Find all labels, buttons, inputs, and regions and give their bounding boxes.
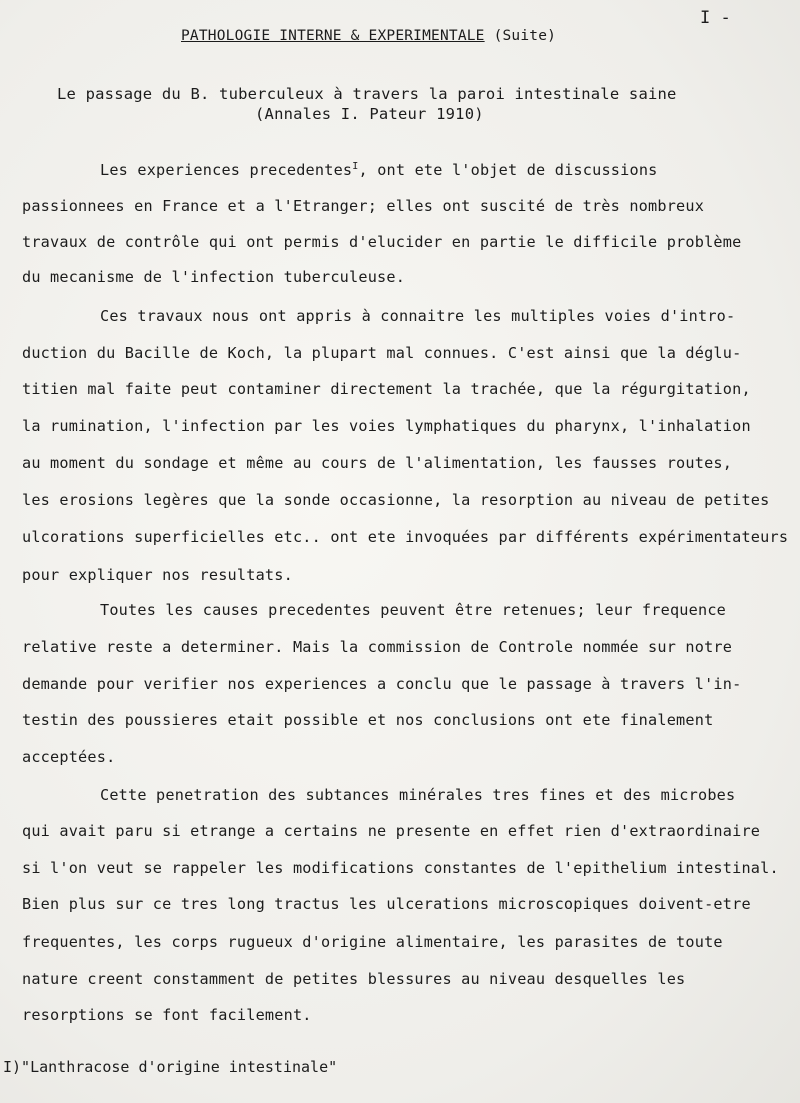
footnote: I)"Lanthracose d'origine intestinale" — [3, 1058, 338, 1076]
body-line: frequentes, les corps rugueux d'origine alimentaire, les parasites de toute — [22, 933, 723, 951]
body-line: qui avait paru si etrange a certains ne presente en effet rien d'extraordinaire — [22, 822, 761, 840]
body-line: Bien plus sur ce tres long tractus les ulcerations microscopiques doivent-etre — [22, 895, 751, 913]
page-number: I - — [700, 8, 731, 28]
body-line: les erosions legères que la sonde occasionne, la resorption au niveau de petites — [22, 491, 770, 509]
body-line: demande pour verifier nos experiences a conclu que le passage à travers l'in- — [22, 675, 742, 693]
body-line: pour expliquer nos resultats. — [22, 566, 293, 584]
body-line: travaux de contrôle qui ont permis d'elucider en partie le difficile problème — [22, 233, 742, 251]
article-title: Le passage du B. tuberculeux à travers la paroi intestinale saine — [57, 85, 677, 103]
body-line: Les experiences precedentes$^I$, ont ete l'objet de discussions — [100, 161, 658, 180]
body-line: la rumination, l'infection par les voies lymphatiques du pharynx, l'inhalation — [22, 417, 751, 435]
body-line: nature creent constamment de petites blessures au niveau desquelles les — [22, 970, 686, 988]
section-header-title: PATHOLOGIE INTERNE & EXPERIMENTALE — [181, 28, 485, 44]
article-source: (Annales I. Pateur 1910) — [255, 105, 484, 123]
section-header — [181, 28, 556, 44]
footnote-marker: I — [352, 161, 359, 172]
body-line: titien mal faite peut contaminer directement la trachée, que la régurgitation, — [22, 380, 751, 398]
body-line: au moment du sondage et même au cours de l'alimentation, les fausses routes, — [22, 454, 733, 472]
body-line: acceptées. — [22, 748, 116, 766]
body-line: passionnees en France et a l'Etranger; elles ont suscité de très nombreux — [22, 197, 705, 215]
body-line: Ces travaux nous ont appris à connaitre les multiples voies d'intro- — [100, 307, 736, 325]
body-line: si l'on veut se rappeler les modifications constantes de l'epithelium intestinal. — [22, 859, 779, 877]
body-line: resorptions se font facilement. — [22, 1006, 312, 1024]
body-line: duction du Bacille de Koch, la plupart mal connues. C'est ainsi que la déglu- — [22, 344, 742, 362]
body-line: du mecanisme de l'infection tuberculeuse. — [22, 268, 406, 286]
body-line: ulcorations superficielles etc.. ont ete invoquées par différents expérimentateurs — [22, 528, 789, 546]
body-line: Toutes les causes precedentes peuvent être retenues; leur frequence — [100, 601, 727, 619]
body-line: testin des poussieres etait possible et nos conclusions ont ete finalement — [22, 711, 714, 729]
body-line: Cette penetration des subtances minérales tres fines et des microbes — [100, 786, 736, 804]
body-line: relative reste a determiner. Mais la commission de Controle nommée sur notre — [22, 638, 733, 656]
section-header-suffix: (Suite) — [493, 28, 557, 44]
